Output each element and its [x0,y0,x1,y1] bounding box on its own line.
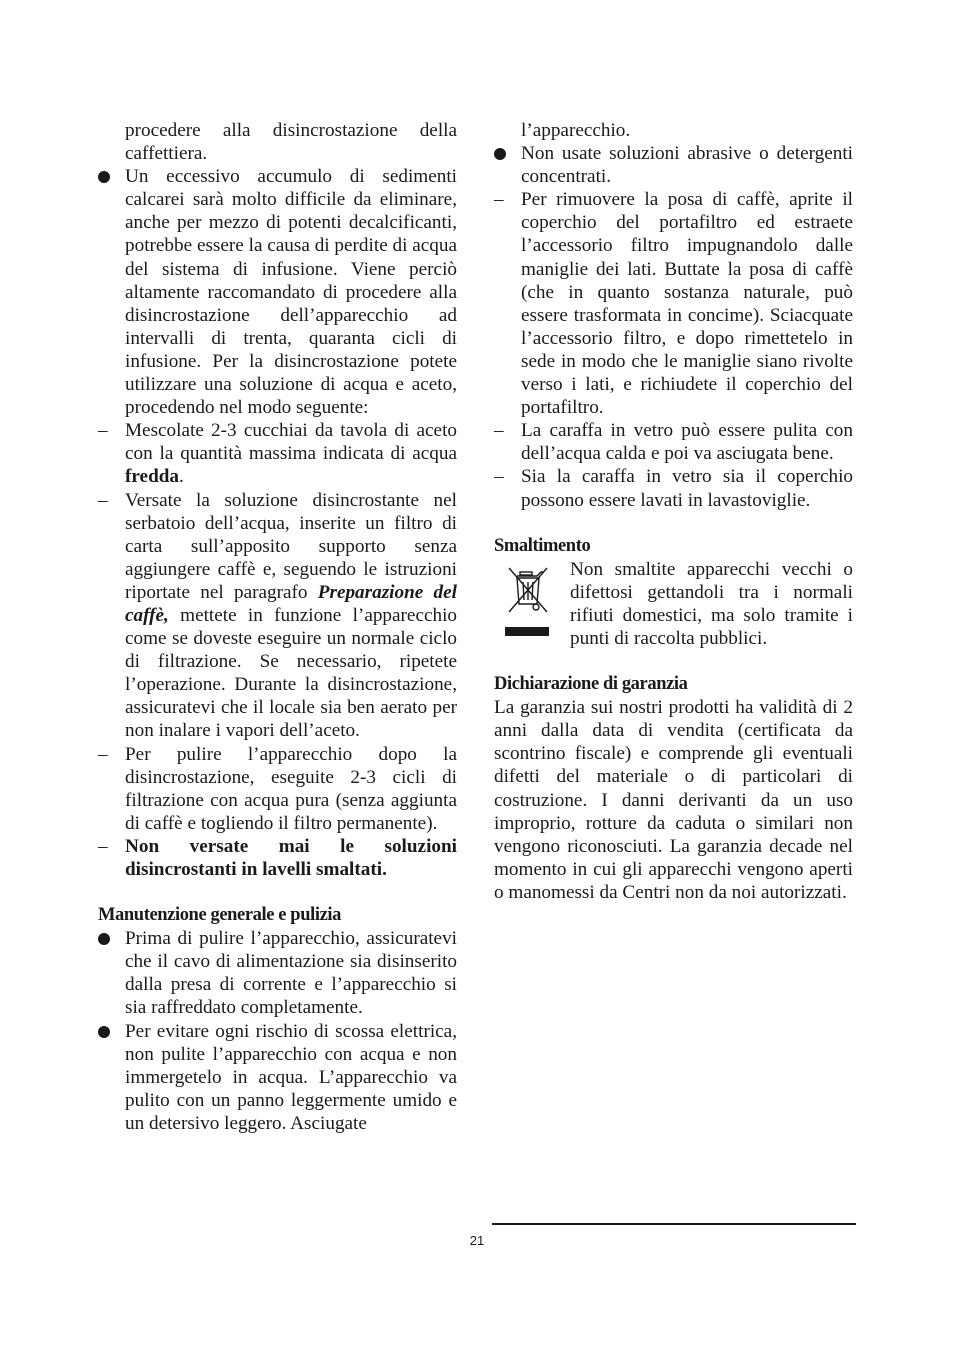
dash-grounds-text: Per rimuovere la posa di caffè, aprite il coperchio del portafiltro ed estraete l’accessorio filtro impugnandolo dalle maniglie dei lati. Buttate la posa di caffè (che in quanto sostanza naturale, può essere trasformata in concime). Sciacquate l’accessorio filtro, e dopo rimettetelo in sede in modo che le maniglie siano rivolte verso i lati, e richiudete il coperchio del portafiltro. [521,189,853,419]
dash-marker: – [98,835,108,857]
maintenance-heading: Manutenzione generale e pulizia [98,905,341,926]
dash-mix-emphasis: fredda [125,466,180,488]
left-column [98,119,457,1135]
dash-item-warning [98,835,457,881]
bullet-sediment [98,165,457,419]
dash-marker: – [494,189,504,211]
dash-pour-reference: Preparazione del caffè, [125,581,457,626]
dash-marker: – [98,743,108,765]
dash-dishwasher-text: Sia la caraffa in vetro sia il coperchio possono essere lavati in lavastoviglie. [521,466,853,511]
shock-continuation: l’apparecchio. [521,120,631,141]
dash-marker: – [98,420,108,442]
warranty-heading: Dichiarazione di garanzia [494,674,688,695]
dash-item-carafe [494,419,853,465]
crossed-out-wheelie-bin-icon [503,560,553,638]
bullet-abrasive-text: Non usate soluzioni abrasive o detergenti concentrati. [521,143,853,188]
bullet-marker [98,165,118,189]
dash-mix-text: Mescolate 2-3 cucchiai da tavola di aceto con la quantità massima indicata di acqua [125,420,457,465]
bullet-unplug [98,927,457,1019]
warranty-text: La garanzia sui nostri prodotti ha validità di 2 anni dalla data di vendita (certificata da scontrino fiscale) e comprende gli eventuali difetti del materiale o di particolari di costruzione. I danni derivanti da un uso improprio, rotture da caduta o similari non vengono riconosciuti. La garanzia decade nel momento in cui gli apparecchi vengono aperti o manomessi da Centri non da noi autorizzati. [494,697,853,903]
right-column [494,119,853,904]
dash-rinse-text: Per pulire l’apparecchio dopo la disincrostazione, eseguite 2-3 cicli di filtrazione con acqua pura (senza aggiunta di caffè e togliendo il filtro permanente). [125,743,457,834]
dash-item-pour [98,489,457,743]
disposal-section [494,558,853,650]
bullet-abrasive [494,142,853,188]
bullet-shock-text: Per evitare ogni rischio di scossa elettrica, non pulite l’apparecchio con acqua e non immergetelo in acqua. L’apparecchio va pulito con un panno leggermente umido e un detersivo leggero. Asciugate [125,1020,457,1134]
footer-rule [492,1223,856,1225]
dash-carafe-text: La caraffa in vetro può essere pulita con dell’acqua calda e poi va asciugata bene. [521,420,853,465]
dash-marker: – [494,466,504,488]
dash-warning-text: Non versate mai le soluzioni disincrostanti in lavelli smaltati. [125,835,457,880]
disposal-heading: Smaltimento [494,535,591,556]
bullet-marker [98,1020,118,1044]
disposal-text: Non smaltite apparecchi vecchi o difettosi gettandoli tra i normali rifiuti domestici, ma solo tramite i punti di raccolta pubblici. [570,558,853,649]
dash-marker: – [494,420,504,442]
dash-item-mix [98,419,457,488]
page-number: 21 [469,1233,485,1248]
dash-pour-text: Versate la soluzione disincrostante nel serbatoio dell’acqua, inserite un filtro di carta sull’apposito supporto senza aggiungere caffè e, seguendo le istruzioni riportate nel paragrafo [125,489,457,603]
dash-item-dishwasher [494,465,853,511]
bullet-marker [98,927,118,951]
dash-pour-continued: mettete in funzione l’apparecchio come se doveste eseguire un normale ciclo di filtrazione. Se necessario, ripetete l’operazione. Durante la disincrostazione, assicuratevi che il locale sia ben aerato per non inalare i vapori dell’aceto. [125,604,457,742]
bullet-unplug-text: Prima di pulire l’apparecchio, assicuratevi che il cavo di alimentazione sia disinserito dalla presa di corrente e l’apparecchio si sia raffreddato completamente. [125,928,457,1019]
bullet-marker [494,142,514,166]
dash-marker: – [98,489,108,511]
dash-mix-end: . [179,466,184,488]
intro-continuation: procedere alla disincrostazione della caffettiera. [125,120,457,165]
dash-item-rinse [98,743,457,835]
bullet-shock [98,1020,457,1135]
bullet-sediment-text: Un eccessivo accumulo di sedimenti calcarei sarà molto difficile da eliminare, anche per mezzo di potenti decalcificanti, potrebbe essere la causa di perdite di acqua del sistema di infusione. Viene perciò altamente raccomandato di procedere alla disincrostazione dell’apparecchio ad intervalli di trenta, quaranta cicli di infusione. Per la disincrostazione potete utilizzare una soluzione di acqua e aceto, procedendo nel modo seguente: [125,166,457,419]
dash-item-grounds [494,188,853,419]
